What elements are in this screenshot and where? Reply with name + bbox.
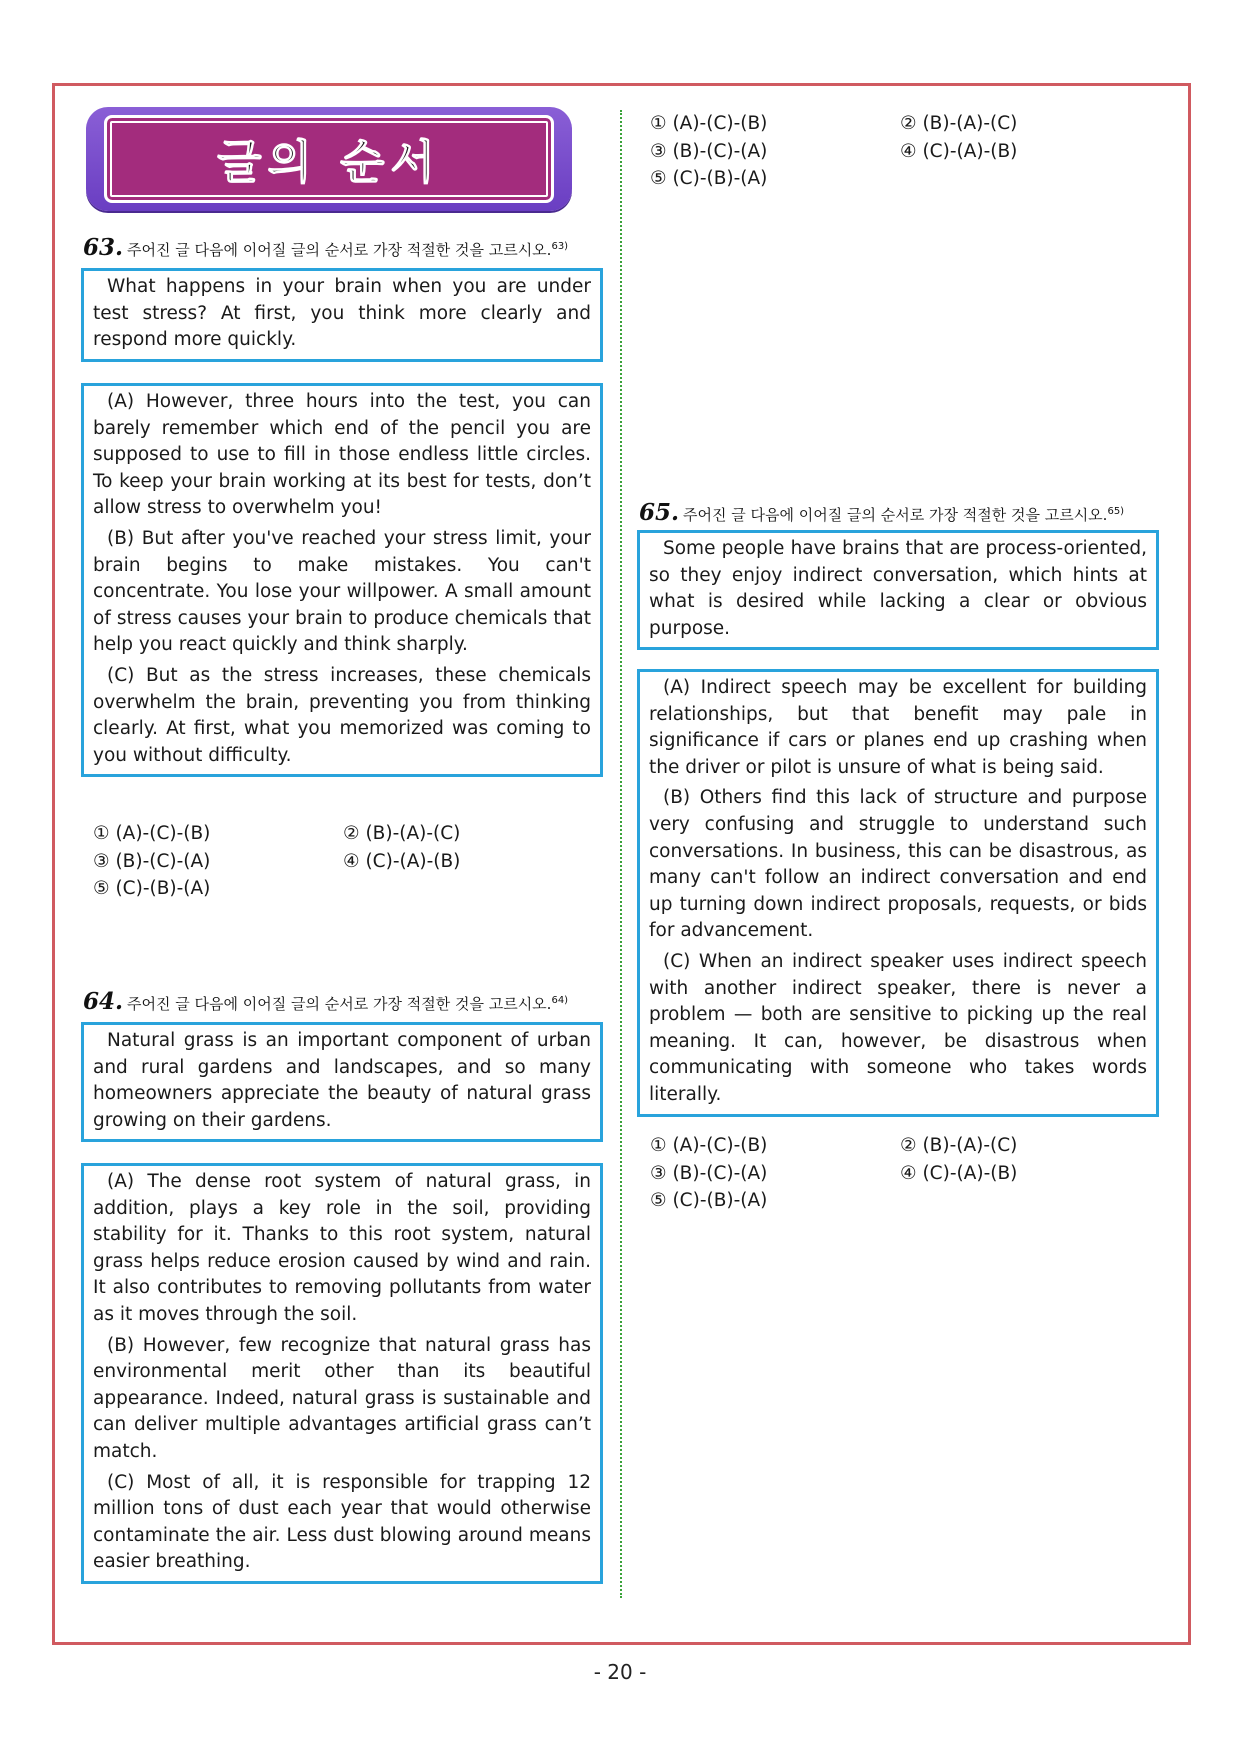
q65-option-3[interactable]: ③ (B)-(C)-(A): [650, 1162, 768, 1184]
q65-option-5[interactable]: ⑤ (C)-(B)-(A): [650, 1190, 768, 1211]
q64-paragraph-a: (A) The dense root system of natural grass, in addition, plays a key role in the soil, providing stability for it. Thanks to this root system, natural grass helps reduce erosion caused by wind and rain. It also contributes to removing pollutants from water as it moves through the soil.: [93, 1171, 591, 1325]
q64-header: [83, 988, 568, 1015]
q65-paragraph-c: (C) When an indirect speaker uses indirect speech with another indirect speaker, there is never a problem — both are sensitive to picking up the real meaning. It can, however, be disastrous when communicating with someone who takes words literally.: [649, 950, 1147, 1105]
q63-option-5[interactable]: ⑤ (C)-(B)-(A): [93, 878, 211, 899]
q64-paragraphs-box: [81, 1163, 603, 1584]
q65-option-2[interactable]: ② (B)-(A)-(C): [900, 1135, 1018, 1156]
q65-paragraph-b: (B) Others find this lack of structure and purpose very confusing and struggle to understand such conversations. In business, this can be disastrous, as many can't follow an indirect conversation and end up turning down indirect proposals, requests, or bids for advancement.: [649, 787, 1147, 942]
q65-option-4[interactable]: ④ (C)-(A)-(B): [900, 1162, 1018, 1184]
section-title-banner: [86, 107, 572, 211]
q64-options: [650, 110, 1150, 193]
q63-given-text: What happens in your brain when you are under test stress? At first, you think more clearly and respond more quickly.: [93, 276, 591, 351]
q63-paragraph-b: (B) But after you've reached your stress limit, your brain begins to make mistakes. You can't concentrate. You lose your willpower. A small amount of stress causes your brain to produce chemicals that help you react quickly and think sharply.: [93, 527, 591, 656]
q63-number: 63.: [83, 234, 124, 261]
q63-option-1[interactable]: ① (A)-(C)-(B): [93, 823, 211, 844]
q64-option-3[interactable]: ③ (B)-(C)-(A): [650, 140, 768, 162]
q65-ref: 65): [1107, 506, 1125, 517]
q64-paragraph-c: (C) Most of all, it is responsible for trapping 12 million tons of dust each year that would otherwise contaminate the air. Less dust blowing around means easier breathing.: [93, 1471, 591, 1573]
section-title-inner: [104, 115, 554, 203]
q64-option-4[interactable]: ④ (C)-(A)-(B): [900, 140, 1018, 162]
q63-options: [93, 820, 593, 903]
q64-option-1[interactable]: ① (A)-(C)-(B): [650, 113, 768, 134]
q64-option-2[interactable]: ② (B)-(A)-(C): [900, 113, 1018, 134]
q64-number: 64.: [83, 988, 124, 1015]
q63-option-3[interactable]: ③ (B)-(C)-(A): [93, 850, 211, 872]
q63-given-box: [81, 268, 603, 362]
q64-option-5[interactable]: ⑤ (C)-(B)-(A): [650, 168, 768, 189]
q63-option-2[interactable]: ② (B)-(A)-(C): [343, 823, 461, 844]
q63-header: [83, 234, 568, 261]
q63-paragraphs-box: [81, 383, 603, 777]
q65-given-text: Some people have brains that are process-oriented, so they enjoy indirect conversation, which hints at what is desired while lacking a clear or obvious purpose.: [649, 538, 1147, 639]
q64-ref: 64): [551, 995, 569, 1006]
q64-given-box: [81, 1022, 603, 1142]
section-title: 글의 순서: [217, 135, 441, 189]
q63-ref: 63): [551, 241, 569, 252]
q65-option-1[interactable]: ① (A)-(C)-(B): [650, 1135, 768, 1156]
column-divider: [620, 110, 622, 1598]
q65-options: [650, 1132, 1150, 1215]
q64-paragraph-b: (B) However, few recognize that natural grass has environmental merit other than its beautiful appearance. Indeed, natural grass is sustainable and can deliver multiple advantages artificial grass can’t match.: [93, 1334, 591, 1462]
q65-number: 65.: [639, 499, 680, 526]
q65-header: [639, 499, 1124, 526]
q63-option-4[interactable]: ④ (C)-(A)-(B): [343, 850, 461, 872]
page-number: - 20 -: [593, 1660, 647, 1684]
q65-instruction: 주어진 글 다음에 이어질 글의 순서로 가장 적절한 것을 고르시오.: [683, 506, 1108, 524]
q63-paragraph-a: (A) However, three hours into the test, you can barely remember which end of the pencil you are supposed to use to fill in those endless little circles. To keep your brain working at its best for tests, don’t allow stress to overwhelm you!: [93, 391, 591, 519]
q65-given-box: [637, 530, 1159, 650]
q65-paragraph-a: (A) Indirect speech may be excellent for building relationships, but that benefit may pale in significance if cars or planes end up crashing when the driver or pilot is unsure of what is being said.: [649, 677, 1147, 778]
q63-paragraph-c: (C) But as the stress increases, these chemicals overwhelm the brain, preventing you from thinking clearly. At first, what you memorized was coming to you without difficulty.: [93, 664, 591, 766]
q65-paragraphs-box: [637, 669, 1159, 1117]
q63-instruction: 주어진 글 다음에 이어질 글의 순서로 가장 적절한 것을 고르시오.: [127, 241, 552, 259]
q64-given-text: Natural grass is an important component of urban and rural gardens and landscapes, and so many homeowners appreciate the beauty of natural grass growing on their gardens.: [93, 1030, 591, 1131]
q64-instruction: 주어진 글 다음에 이어질 글의 순서로 가장 적절한 것을 고르시오.: [127, 995, 552, 1013]
